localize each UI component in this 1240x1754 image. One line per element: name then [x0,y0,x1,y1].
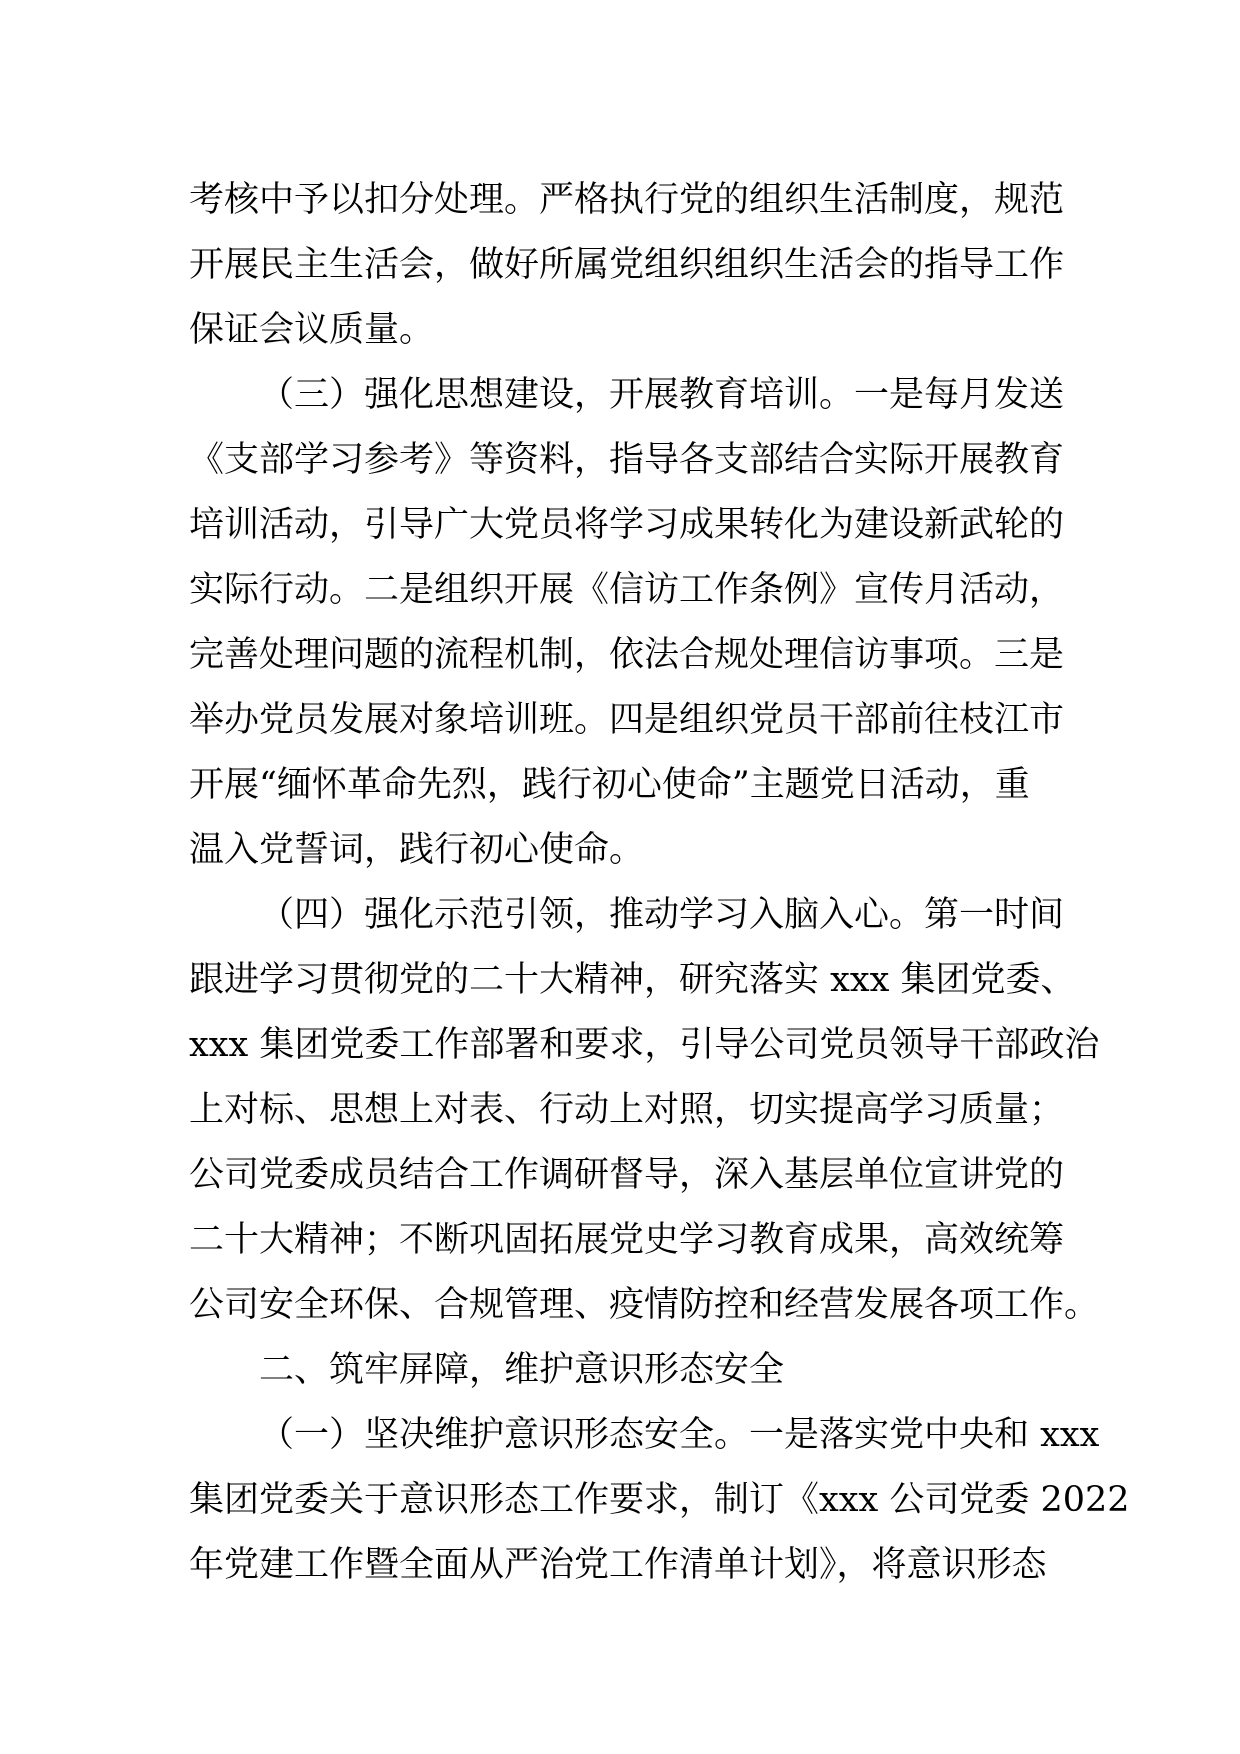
text-line: xxx 集团党委工作部署和要求，引导公司党员领导干部政治 [189,1025,1100,1065]
text-line: 《支部学习参考》等资料，指导各支部结合实际开展教育 [189,440,1065,480]
text-line: 集团党委关于意识形态工作要求，制订《xxx 公司党委 2022 [189,1480,1130,1520]
text-line: 举办党员发展对象培训班。四是组织党员干部前往枝江市 [189,700,1065,740]
text-line: 公司安全环保、合规管理、疫情防控和经营发展各项工作。 [189,1285,1100,1325]
text-line: 实际行动。二是组织开展《信访工作条例》宣传月活动， [189,570,1065,610]
text-line: 开展“缅怀革命先烈，践行初心使命”主题党日活动，重 [189,765,1030,805]
text-line: 上对标、思想上对表、行动上对照，切实提高学习质量； [189,1090,1065,1130]
text-line: 温入党誓词，践行初心使命。 [189,830,645,870]
section-heading: （一）坚决维护意识形态安全。一是落实党中央和 xxx [259,1415,1100,1455]
chapter-heading: 二、筑牢屏障，维护意识形态安全 [259,1350,785,1390]
text-line: 完善处理问题的流程机制，依法合规处理信访事项。三是 [189,635,1065,675]
text-line: 年党建工作暨全面从严治党工作清单计划》，将意识形态 [189,1545,1047,1585]
text-line: 二十大精神；不断巩固拓展党史学习教育成果，高效统筹 [189,1220,1065,1260]
text-line: 考核中予以扣分处理。严格执行党的组织生活制度，规范 [189,180,1065,220]
document-body [189,168,1130,1598]
text-line: 培训活动，引导广大党员将学习成果转化为建设新武轮的 [189,505,1065,545]
text-line: 保证会议质量。 [189,310,435,350]
section-heading: （三）强化思想建设，开展教育培训。一是每月发送 [259,375,1065,415]
text-line: 开展民主生活会，做好所属党组织组织生活会的指导工作 [189,245,1065,285]
section-heading: （四）强化示范引领，推动学习入脑入心。第一时间 [259,895,1065,935]
text-line: 公司党委成员结合工作调研督导，深入基层单位宣讲党的 [189,1155,1065,1195]
text-line: 跟进学习贯彻党的二十大精神，研究落实 xxx 集团党委、 [189,960,1076,1000]
